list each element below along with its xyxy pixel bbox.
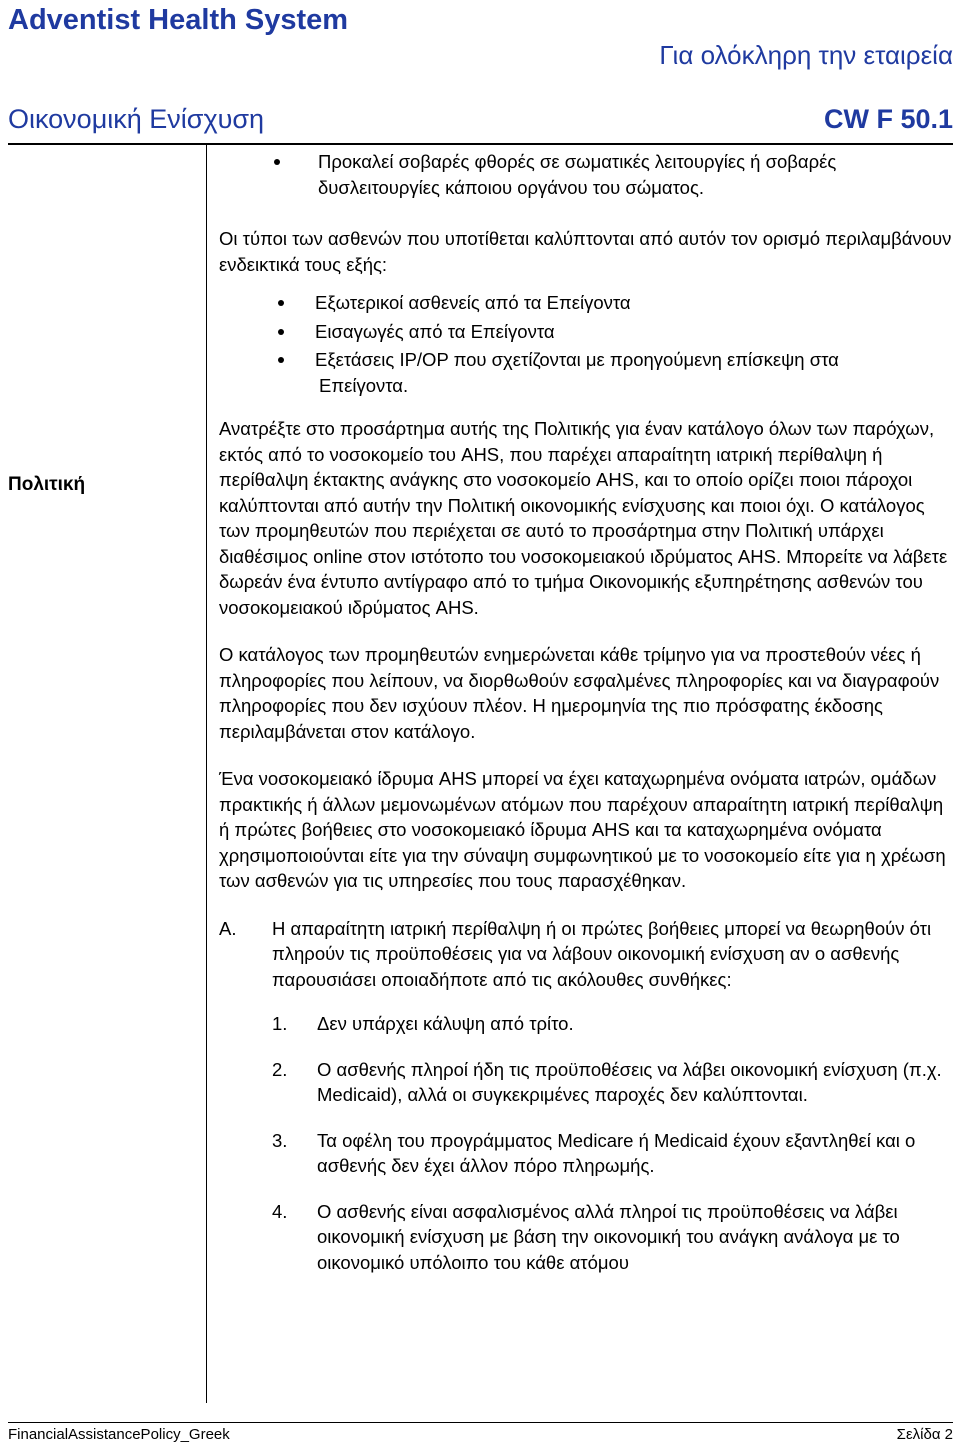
header-divider [8,143,953,145]
list-item: 4. Ο ασθενής είναι ασφαλισμένος αλλά πληροί τις προϋποθέσεις να λάβει οικονομική ενίσχυση με βάση την οικονομική του ανάγκη ανάλογα με το οικονομικό υπόλοιπο του κάθε ατόμου [272,1200,900,1273]
bullet-icon [274,159,280,165]
list-marker: 2. [272,1058,288,1080]
registered-names-paragraph: Ένα νοσοκομειακό ίδρυμα AHS μπορεί να έχει καταχωρημένα ονόματα ιατρών, ομάδων πρακτικής ή άλλων μεμονωμένων ατόμων που παρέχουν απαραίτητη ιατρική περίθαλψη ή πρώτες βοήθειες στο νοσοκομειακό ίδρυμα AHS και τα καταχωρημένα ονόματα χρησιμοποιούνται είτε για την σύναψη συμφωνητικού με το νοσοκομείο είτε για η χρέωση των ασθενών για τις υπηρεσίες που τους παρασχέθηκαν. [219,768,946,891]
list-item: 1. Δεν υπάρχει κάλυψη από τρίτο. [219,1011,954,1037]
list-item: Εισαγωγές από τα Επείγοντα [219,319,954,345]
footer-divider [8,1422,953,1423]
column-divider [206,145,207,1403]
list-marker: 4. [272,1200,288,1222]
side-section-label: Πολιτική [8,474,86,495]
organization-name: Adventist Health System [8,4,349,36]
policy-scope: Για ολόκληρη την εταιρεία [659,40,953,70]
list-marker: 1. [272,1013,288,1034]
list-item: Προκαλεί σοβαρές φθορές σε σωματικές λειτουργίες ή σοβαρές δυσλειτουργίες κάποιου οργάνου του σώματος. [219,149,954,200]
list-item: Εξετάσεις IP/OP που σχετίζονται με προηγούμενη επίσκεψη στα Επείγοντα. [219,347,954,398]
item-a-marker: A. [219,917,237,939]
policy-code: CW F 50.1 [823,104,953,134]
footer-filename: FinancialAssistancePolicy_Greek [8,1426,230,1443]
list-item: 2. Ο ασθενής πληροί ήδη τις προϋποθέσεις να λάβει οικονομική ενίσχυση (π.χ. Medicaid), αλλά οι συγκεκριμένες παροχές δεν καλύπτονται. [272,1058,942,1105]
symptom-bullet-list [219,149,954,200]
conditions-list [219,1011,954,1275]
provider-list-paragraph: Ανατρέξτε στο προσάρτημα αυτής της Πολιτικής για έναν κατάλογο όλων των παρόχων, εκτός από το νοσοκομείο του AHS, που παρέχει απαραίτητη ιατρική περίθαλψη ή περίθαλψη έκτακτης ανάγκης στο νοσοκομείο AHS, και το οποίο ορίζει ποιοι πάροχοι καλύπτονται από αυτήν την Πολιτική οικονομικής ενίσχυσης και ποιοι όχι. Ο κατάλογος των προμηθευτών που περιέχεται σε αυτό το προσάρτημα στην Πολιτική υπάρχει διαθέσιμος online στον ιστότοπο του νοσοκομειακού ιδρύματος AHS. Μπορείτε να λάβετε δωρεάν ένα έντυπο αντίγραφο από το τμήμα Οικονομικής εξυπηρέτησης ασθενών του νοσοκομειακού ιδρύματος AHS. [219,418,948,618]
section-title: Οικονομική Ενίσχυση [8,104,265,134]
page-number: Σελίδα 2 [896,1426,953,1443]
bullet-icon [278,329,284,335]
provider-update-paragraph: Ο κατάλογος των προμηθευτών ενημερώνεται κάθε τρίμηνο για να προστεθούν νέες ή πληροφορίες που λείπουν, να διορθωθούν εσφαλμένες πληροφορίες και να διαγραφούν πληροφορίες που δεν ισχύουν πλέον. Η ημερομηνία της πιο πρόσφατης έκδοσης περιλαμβάνεται στον κατάλογο. [219,644,940,742]
list-item: 3. Τα οφέλη του προγράμματος Medicare ή Medicaid έχουν εξαντληθεί και ο ασθενής δεν έχει άλλον πόρο πληρωμής. [272,1129,916,1176]
policy-content [219,149,954,1295]
list-marker: 3. [272,1129,288,1151]
patient-types-intro: Οι τύποι των ασθενών που υποτίθεται καλύπτονται από αυτόν τον ορισμό περιλαμβάνουν ενδεικτικά τους εξής: [219,228,952,275]
bullet-icon [278,300,284,306]
patient-types-list [219,290,954,398]
item-a-text: Η απαραίτητη ιατρική περίθαλψη ή οι πρώτες βοήθειες μπορεί να θεωρηθούν ότι πληρούν τις προϋποθέσεις για να λάβουν οικονομική ενίσχυση αν ο ασθενής παρουσιάσει οποιαδήποτε από τις ακόλουθες συνθήκες: [272,917,932,990]
bullet-icon [278,357,284,363]
item-a [219,916,954,993]
list-item: Εξωτερικοί ασθενείς από τα Επείγοντα [219,290,954,316]
